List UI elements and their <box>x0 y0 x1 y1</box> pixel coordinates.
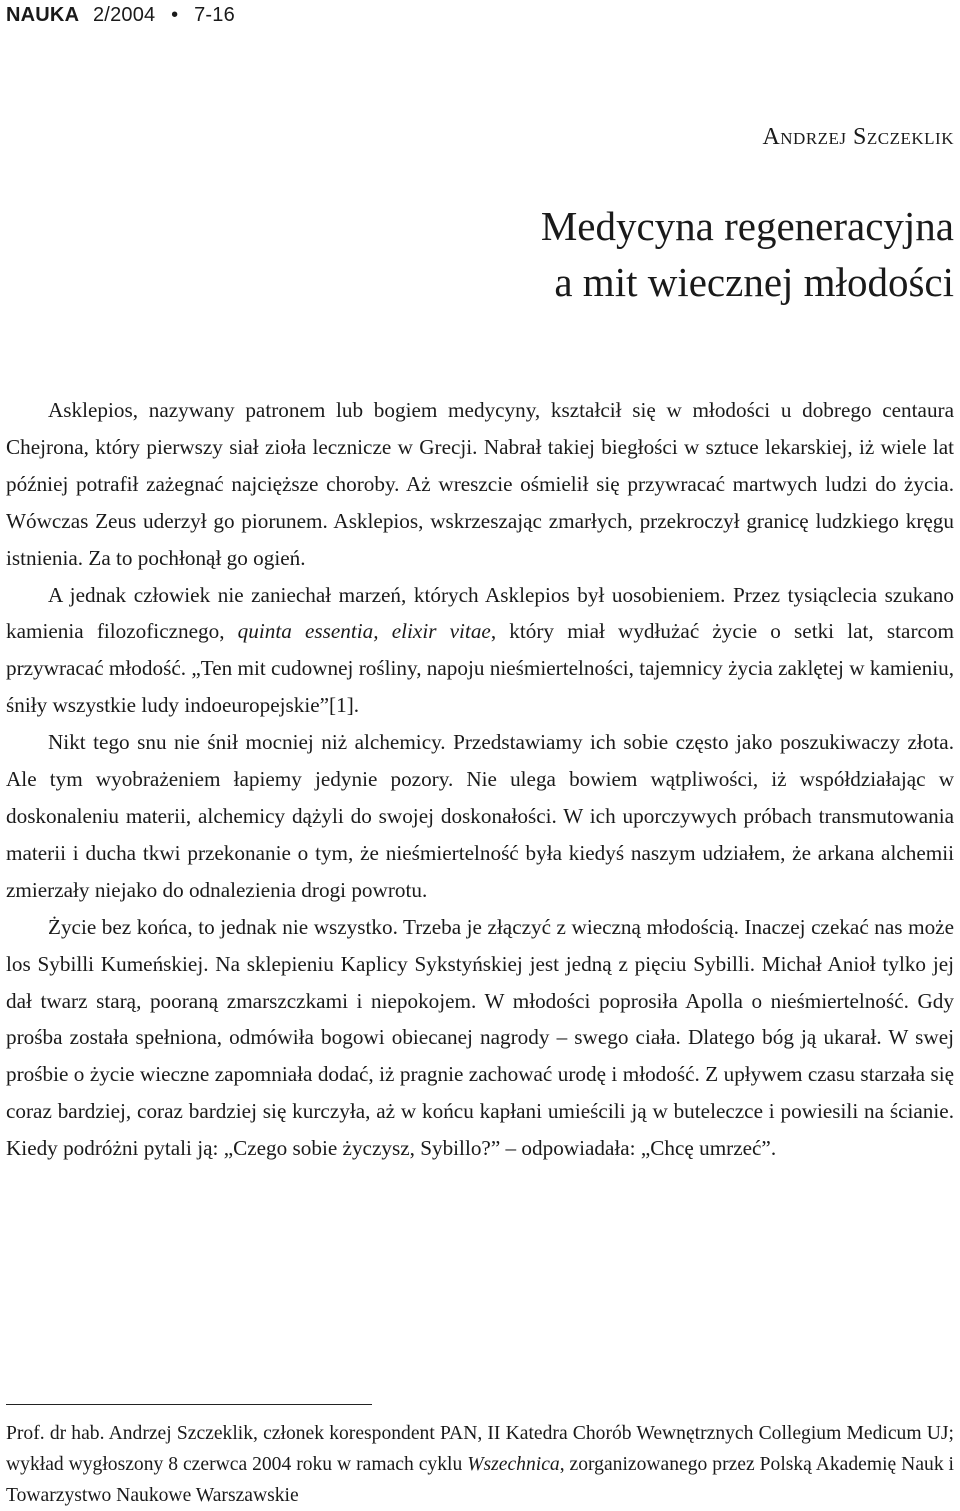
paragraph-2 <box>6 577 954 725</box>
issue-number: 2/2004 <box>92 4 156 26</box>
bullet-separator: • <box>171 4 179 26</box>
paragraph-2-start: A jednak człowiek nie zaniechał marzeń, których Asklepios był uosobieniem. Przez tysiąclecia szukano kamienia filozoficznego, <box>6 582 954 644</box>
article-title <box>541 198 954 310</box>
title-line-2: a mit wiecznej młodości <box>554 259 954 305</box>
footnote-end: , zorganizowanego przez Polską Akademię Nauk i Towarzystwo Naukowe Warszawskie <box>6 1454 955 1506</box>
paragraph-2-italic: quinta essentia, elixir vitae <box>237 619 491 644</box>
footnote-rule <box>6 1404 372 1405</box>
title-line-1: Medycyna regeneracyjna <box>540 203 954 249</box>
author-name: Andrzej Szczeklik <box>762 124 954 150</box>
paragraph-1: Asklepios, nazywany patronem lub bogiem medycyny, kształcił się w młodości u dobrego centaura Chejrona, który pierwszy siał zioła lecznicze w Grecji. Nabrał takiej biegłości w sztuce lekarskiej, iż wiele lat później potrafił zażegnać najcięższe choroby. Aż wreszcie ośmielił się przywracać martwych ludzi do życia. Wówczas Zeus uderzył go piorunem. Asklepios, wskrzeszając zmarłych, przekroczył granicę ludzkiego kręgu istnienia. Za to pochłonął go ogień. <box>6 398 954 570</box>
journal-name: NAUKA <box>6 4 80 26</box>
footnote-start: Prof. dr hab. Andrzej Szczeklik, członek korespondent PAN, II Katedra Chorób Wewnętrznych Collegium Medicum UJ; wykład wygłoszony 8 czerwca 2004 roku w ramach cyklu <box>6 1423 954 1475</box>
footnote-italic: Wszechnica <box>467 1454 560 1475</box>
author-footnote <box>6 1418 954 1511</box>
page-range: 7-16 <box>194 4 235 26</box>
paragraph-2-end: , który miał wydłużać życie o setki lat, starcom przywracać młodość. „Ten mit cudownej rośliny, napoju nieśmiertelności, tajemnicy życia zaklętej w kamieniu, śniły wszystkie ludy indoeuropejskie”[1]. <box>6 619 954 718</box>
running-header <box>6 4 235 27</box>
paragraph-3: Nikt tego snu nie śnił mocniej niż alchemicy. Przedstawiamy ich sobie często jako poszukiwaczy złota. Ale tym wyobrażeniem łapiemy jedynie pozory. Nie ulega bowiem wątpliwości, iż współdziałając w doskonaleniu materii, alchemicy dążyli do swojej doskonałości. W ich uporczywych próbach transmutowania materii i ducha tkwi przekonanie o tym, że nieśmiertelność była kiedyś naszym udziałem, że arkana alchemii zmierzały niejako do odnalezienia drogi powrotu. <box>6 730 954 902</box>
paragraph-4: Życie bez końca, to jednak nie wszystko. Trzeba je złączyć z wieczną młodością. Inaczej czekać nas może los Sybilli Kumeńskiej. Na sklepieniu Kaplicy Sykstyńskiej jest jedną z pięciu Sybilli. Michał Anioł tylko jej dał twarz starą, pooraną zmarszczkami i niepokojem. W młodości poprosiła Apolla o nieśmiertelność. Gdy prośba została spełniona, odmówiła bogowi obiecanej nagrody – swego ciała. Dlatego bóg ją ukarał. W swej prośbie o życie wieczne zapomniała dodać, iż pragnie zachować urodę i młodość. Z upływem czasu starzała się coraz bardziej, coraz bardziej się kurczyła, aż w końcu kapłani umieścili ją w buteleczce i powiesili na ścianie. Kiedy podróżni pytali ją: „Czego sobie życzysz, Sybillo?” – odpowiadała: „Chcę umrzeć”. <box>6 914 954 1161</box>
article-body <box>6 392 954 1167</box>
